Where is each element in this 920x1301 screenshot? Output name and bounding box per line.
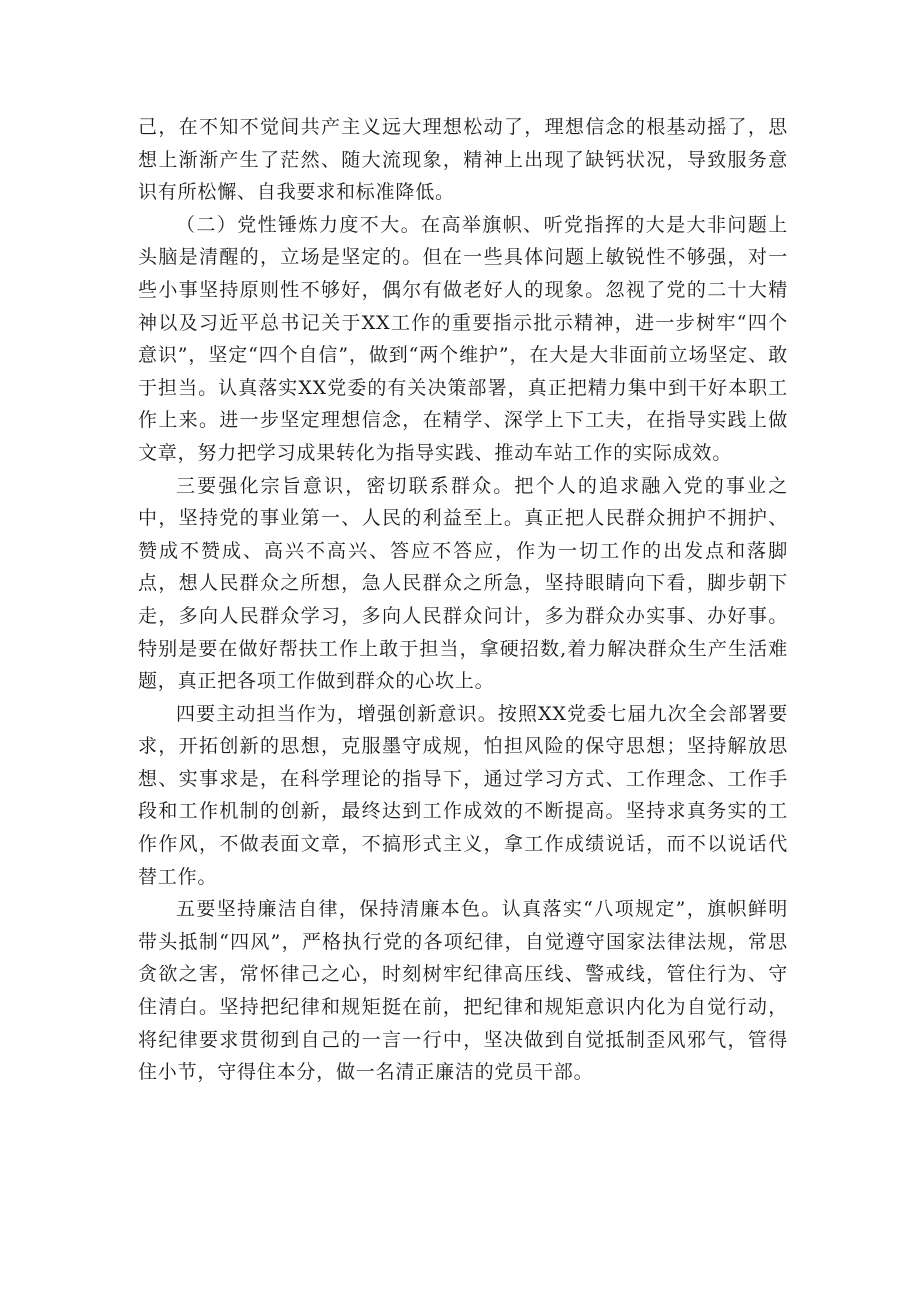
- paragraph-integrity: 五要坚持廉洁自律，保持清廉本色。认真落实“八项规定”，旗帜鲜明带头抵制“四风”，严格执行党的各项纪律，自觉遵守国家法律法规，常思贪欲之害，常怀律己之心，时刻树牢纪律高压线、警戒线，管住行为、守住清白。坚持把纪律和规矩挺在前，把纪律和规矩意识内化为自觉行动，将纪律要求贯彻到自己的一言一行中，坚决做到自觉抵制歪风邪气，管得住小节，守得住本分，做一名清正廉洁的党员干部。: [138, 898, 788, 1084]
- paragraph-purpose-awareness: 三要强化宗旨意识，密切联系群众。把个人的追求融入党的事业之中，坚持党的事业第一、人民的利益至上。真正把人民群众拥护不拥护、赞成不赞成、高兴不高兴、答应不答应，作为一切工作的出发点和落脚点，想人民群众之所想，急人民群众之所急，坚持眼睛向下看，脚步朝下走，多向人民群众学习，多向人民群众问计，多为群众办实事、办好事。特别是要在做好帮扶工作上敢于担当，拿硬招数,着力解决群众生产生活难题，真正把各项工作做到群众的心坎上。: [138, 474, 788, 693]
- paragraph-continuation: 己，在不知不觉间共产主义远大理想松动了，理想信念的根基动摇了，思想上渐渐产生了茫然、随大流现象，精神上出现了缺钙状况，导致服务意识有所松懈、自我要求和标准降低。: [138, 116, 788, 204]
- document-body: [138, 111, 788, 1089]
- paragraph-innovation: 四要主动担当作为，增强创新意识。按照XX党委七届九次全会部署要求，开拓创新的思想，克服墨守成规，怕担风险的保守思想；坚持解放思想、实事求是，在科学理论的指导下，通过学习方式、工作理念、工作手段和工作机制的创新，最终达到工作成效的不断提高。坚持求真务实的工作作风，不做表面文章，不搞形式主义，拿工作成绩说话，而不以说话代替工作。: [138, 702, 788, 888]
- paragraph-party-spirit: （二）党性锤炼力度不大。在高举旗帜、听党指挥的大是大非问题上头脑是清醒的，立场是坚定的。但在一些具体问题上敏锐性不够强，对一些小事坚持原则性不够好，偶尔有做老好人的现象。忽视了党的二十大精神以及习近平总书记关于XX工作的重要指示批示精神，进一步树牢“四个意识”，坚定“四个自信”，做到“两个维护”，在大是大非面前立场坚定、敢于担当。认真落实XX党委的有关决策部署，真正把精力集中到干好本职工作上来。进一步坚定理想信念，在精学、深学上下工夫，在指导实践上做文章，努力把学习成果转化为指导实践、推动车站工作的实际成效。: [138, 213, 788, 464]
